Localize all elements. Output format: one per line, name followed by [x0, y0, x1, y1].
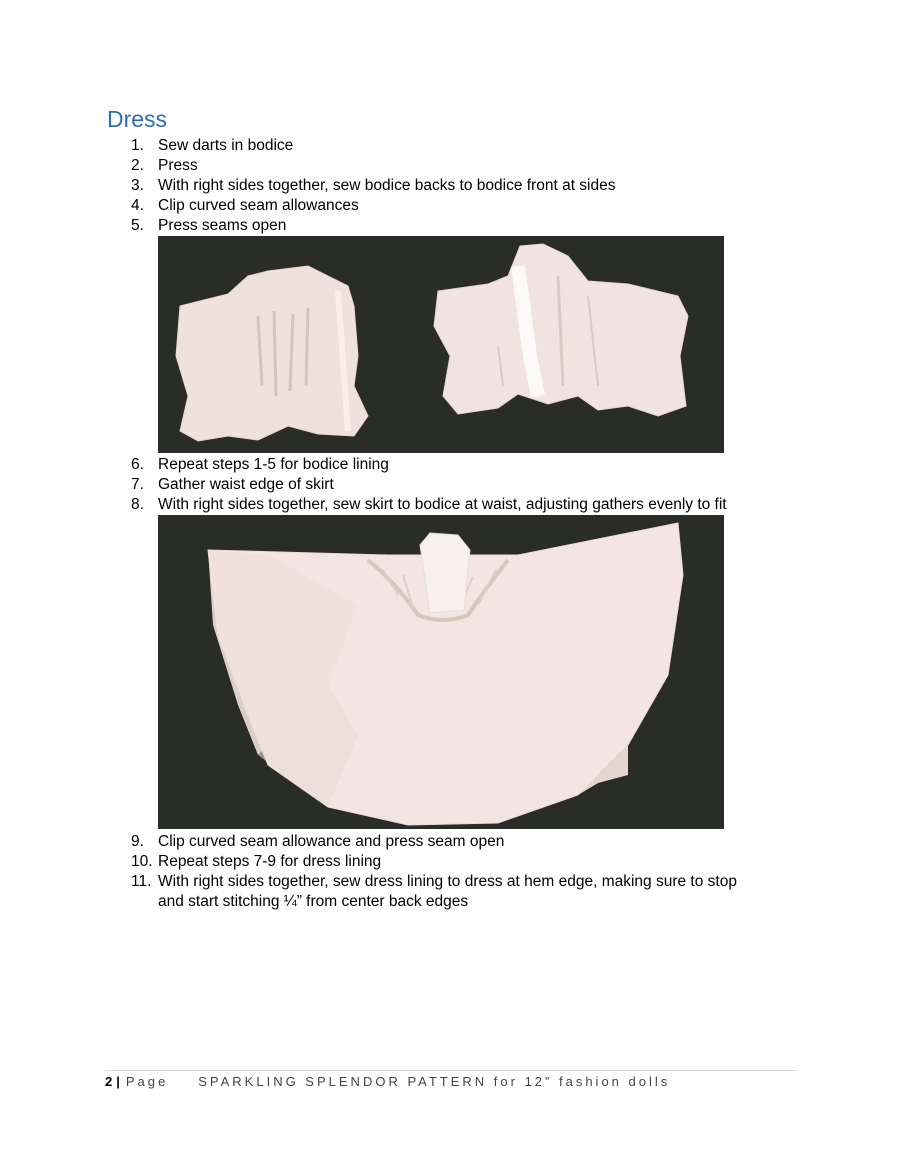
step-text: With right sides together, sew dress lining to dress at hem edge, making sure to stop: [158, 873, 737, 890]
step-number: 4.: [131, 197, 144, 214]
step-text: Repeat steps 1-5 for bodice lining: [158, 456, 389, 473]
list-item: [131, 852, 381, 872]
list-item: [131, 475, 334, 495]
step-text: Clip curved seam allowance and press seam open: [158, 833, 505, 850]
list-item: [131, 156, 198, 176]
page-footer: [105, 1074, 670, 1089]
list-item: [131, 872, 737, 910]
step-number: 10.: [131, 853, 153, 870]
section-title: Dress: [107, 106, 168, 132]
footer-separator: |: [116, 1074, 120, 1089]
step-number: 5.: [131, 217, 144, 234]
step-number: 11.: [131, 873, 152, 890]
step-text: Repeat steps 7-9 for dress lining: [158, 853, 382, 870]
step-text-continuation: and start stitching ¼” from center back edges: [158, 893, 469, 910]
bodice-photo: [158, 236, 724, 453]
step-number: 7.: [131, 476, 144, 493]
list-item: [131, 176, 616, 196]
list-item: [131, 455, 389, 475]
step-text: Gather waist edge of skirt: [158, 476, 334, 493]
page-number: 2: [105, 1074, 113, 1089]
step-text: With right sides together, sew bodice backs to bodice front at sides: [158, 177, 616, 194]
list-item: [131, 136, 293, 156]
list-item: [131, 216, 286, 236]
step-number: 8.: [131, 496, 144, 513]
step-number: 6.: [131, 456, 144, 473]
pattern-title: SPARKLING SPLENDOR PATTERN for 12” fashion dolls: [198, 1074, 671, 1089]
list-item: [131, 196, 359, 216]
list-item: [131, 495, 727, 515]
step-text: Press: [158, 157, 198, 174]
step-text: Clip curved seam allowances: [158, 197, 359, 214]
step-text: With right sides together, sew skirt to bodice at waist, adjusting gathers evenly to fit: [158, 496, 727, 513]
footer-divider: [105, 1070, 797, 1071]
step-text: Press seams open: [158, 217, 287, 234]
step-number: 2.: [131, 157, 144, 174]
page-label: Page: [125, 1074, 169, 1089]
skirt-photo: [158, 515, 724, 829]
step-text: Sew darts in bodice: [158, 137, 294, 154]
step-number: 3.: [131, 177, 144, 194]
step-number: 1.: [131, 137, 144, 154]
list-item: [131, 832, 504, 852]
step-number: 9.: [131, 833, 144, 850]
